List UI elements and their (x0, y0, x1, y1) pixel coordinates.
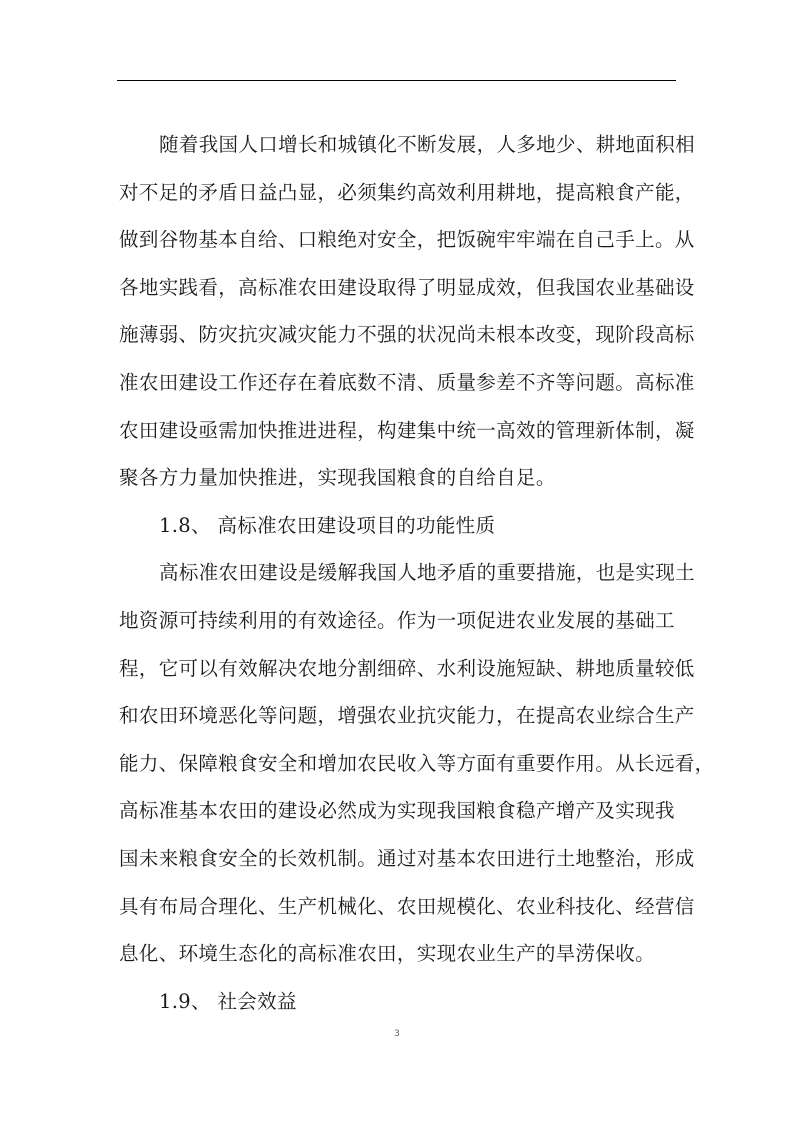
text-line: 高标准基本农田的建设必然成为实现我国粮食稳产增产及实现我 (119, 799, 675, 823)
text-line: 具有布局合理化、生产机械化、农田规模化、农业科技化、经营信 (119, 894, 695, 918)
text-line: 息化、环境生态化的高标准农田，实现农业生产的旱涝保收。 (119, 942, 655, 966)
text-line: 国未来粮食安全的长效机制。通过对基本农田进行土地整治，形成 (119, 846, 695, 870)
document-body (119, 126, 715, 1030)
text-line: 程，它可以有效解决农地分割细碎、水利设施短缺、耕地质量较低 (119, 656, 695, 680)
text-line: 农田建设亟需加快推进进程，构建集中统一高效的管理新体制，凝 (119, 418, 695, 442)
text-line: 施薄弱、防灾抗灾减灾能力不强的状况尚未根本改变，现阶段高标 (119, 323, 695, 347)
text-line: 聚各方力量加快推进，实现我国粮食的自给自足。 (119, 466, 556, 490)
text-line: 和农田环境恶化等问题，增强农业抗灾能力，在提高农业综合生产 (119, 704, 695, 728)
text-line: 准农田建设工作还存在着底数不清、质量参差不齐等问题。高标准 (119, 370, 695, 394)
paragraph-function (119, 554, 715, 982)
text-line: 做到谷物基本自给、口粮绝对安全，把饭碗牢牢端在自己手上。从 (119, 228, 695, 252)
paragraph-intro (119, 126, 695, 507)
text-line: 随着我国人口增长和城镇化不断发展，人多地少、耕地面积相 (159, 133, 695, 156)
text-line: 能力、保障粮食安全和增加农民收入等方面有重要作用。从长远看， (119, 751, 715, 775)
page-number: 3 (394, 1029, 400, 1039)
section-heading-1-8: 1.8、 高标准农田建设项目的功能性质 (159, 513, 496, 537)
text-line: 对不足的矛盾日益凸显，必须集约高效利用耕地，提高粮食产能， (119, 180, 695, 204)
text-line: 各地实践看，高标准农田建设取得了明显成效，但我国农业基础设 (119, 275, 695, 299)
text-line: 地资源可持续利用的有效途径。作为一项促进农业发展的基础工 (119, 608, 675, 632)
text-line: 高标准农田建设是缓解我国人地矛盾的重要措施，也是实现土 (159, 561, 695, 585)
section-heading-1-9: 1.9、 社会效益 (159, 989, 297, 1013)
header-rule (117, 80, 676, 81)
